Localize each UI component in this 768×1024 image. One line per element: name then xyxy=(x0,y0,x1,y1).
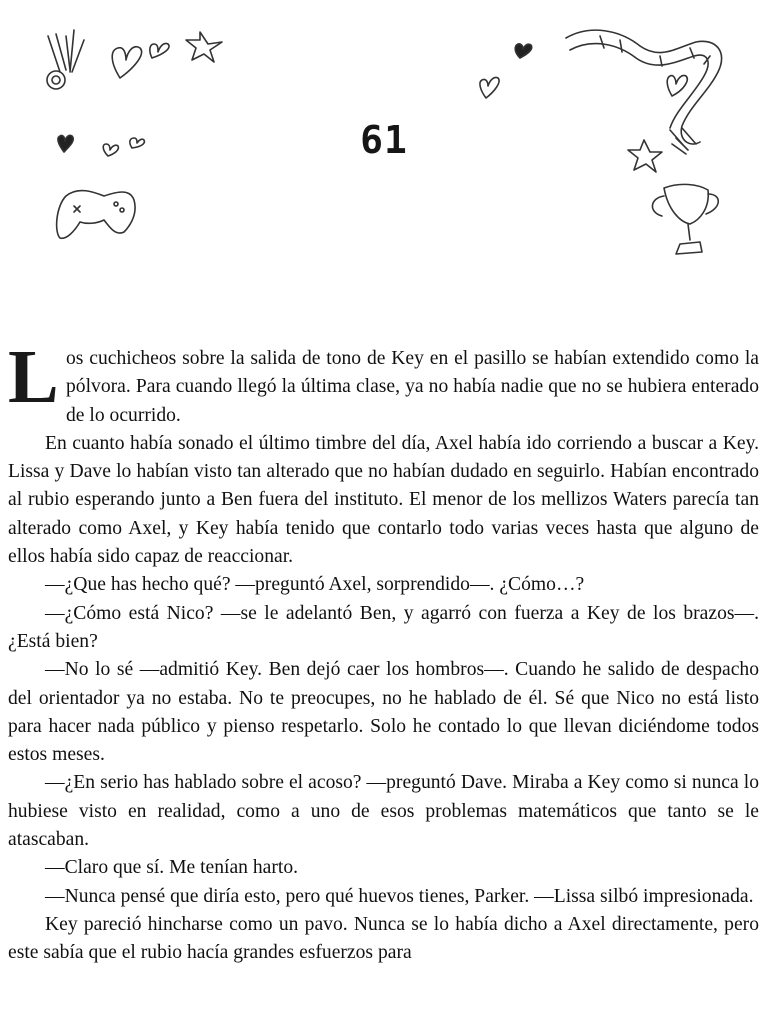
paragraph: —Claro que sí. Me tenían harto. xyxy=(45,857,299,879)
paragraph: —¿Que has hecho qué? —preguntó Axel, sorprendido—. ¿Cómo…? xyxy=(45,574,585,596)
paragraph: En cuanto había sonado el último timbre del día, Axel había ido corriendo a buscar a Key. Lissa y Dave lo habían visto tan alterado que no habían dudado en seguirlo. Habían encontrado al rubio esperando junto a Ben fuera del instituto. El menor de los mellizos Waters parecía tan alterado como Axel, y Key había tenido que contarlo todo varias veces hasta que alguno de ellos había sido capaz de reaccionar. xyxy=(8,432,759,568)
paragraph: —¿Cómo está Nico? —se le adelantó Ben, y agarró con fuerza a Key de los brazos—. ¿Está bien? xyxy=(8,602,759,652)
trophy-doodle xyxy=(652,184,718,254)
heart-doodle-outline-right xyxy=(480,77,499,98)
opening-paragraph-text: os cuchicheos sobre la salida de tono de Key en el pasillo se habían extendido como la pólvora. Para cuando llegó la última clase, ya no había nadie que no se hubiera enterado de lo ocurrido. xyxy=(66,348,759,426)
medal-doodle xyxy=(47,30,84,89)
heart-doodle-filled-right xyxy=(515,44,532,58)
hearts-doodle-top-left xyxy=(112,43,169,78)
heart-doodle-right xyxy=(667,75,687,96)
paragraph: —No lo sé —admitió Key. Ben dejó caer los hombros—. Cuando he salido de despacho del orientador ya no estaba. No te preocupes, no he hablado de él. Sé que Nico no está listo para hacer nada público y pienso respetarlo. Solo he contado lo que llevan diciéndome todos estos meses. xyxy=(8,659,759,766)
paragraph: —¿En serio has hablado sobre el acoso? —preguntó Dave. Miraba a Key como si nunca lo hubiese visto en realidad, como a uno de esos problemas matemáticos que tanto se le atascaban. xyxy=(8,772,759,851)
chapter-number: 61 xyxy=(360,118,408,162)
opening-paragraph xyxy=(8,335,759,430)
paragraph: —Nunca pensé que diría esto, pero qué huevos tienes, Parker. —Lissa silbó impresionada. xyxy=(45,885,754,907)
star-doodle-top-left xyxy=(186,32,222,62)
game-controller-doodle xyxy=(57,191,135,239)
paragraph: Key pareció hincharse como un pavo. Nunca se lo había dicho a Axel directamente, pero este sabía que el rubio hacía grandes esfuerzos para xyxy=(8,913,759,964)
drop-cap: L xyxy=(8,335,59,419)
chapter-text xyxy=(8,335,759,968)
